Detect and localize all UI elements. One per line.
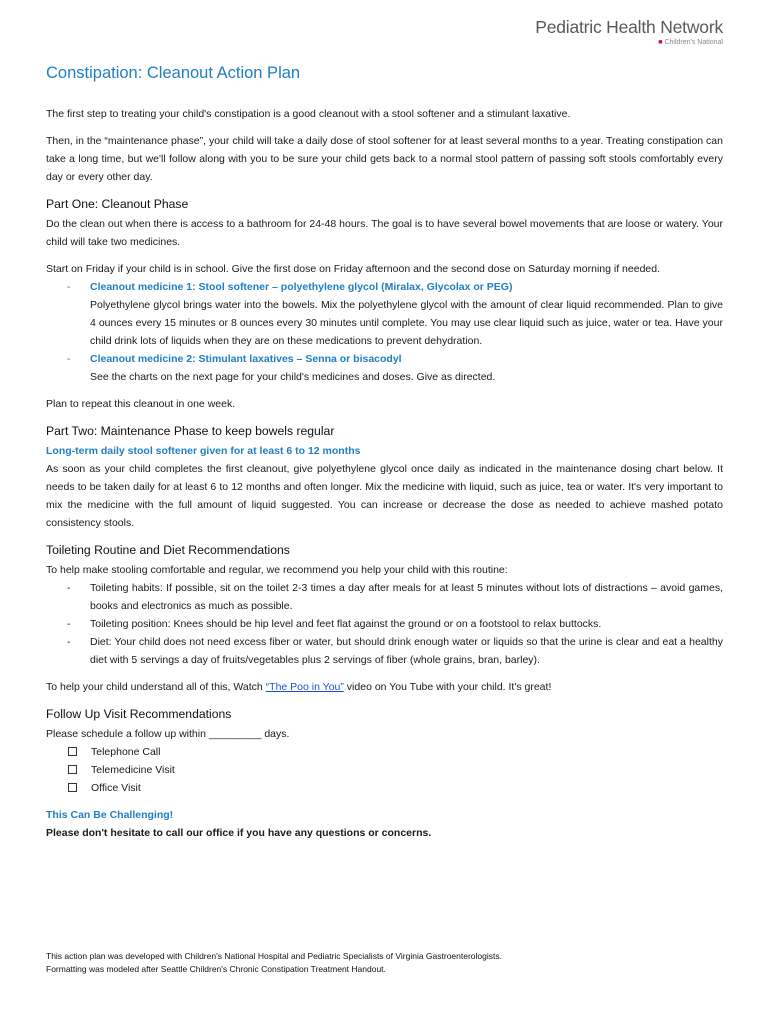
cleanout-medicine-2-description: See the charts on the next page for your child's medicines and doses. Give as directed. [90, 371, 496, 383]
cleanout-medicine-1-text [46, 296, 723, 350]
toileting-heading: Toileting Routine and Diet Recommendations [46, 543, 290, 557]
pediatric-health-network-logo [535, 17, 723, 46]
followup-schedule-text: Please schedule a follow up within _________ days. [46, 728, 290, 740]
cleanout-medicine-1-label: Cleanout medicine 1: Stool softener – polyethylene glycol (Miralax, Glycolax or PEG) [90, 281, 513, 293]
bullet-dash: - [67, 636, 71, 648]
challenge-text: This Can Be Challenging! [46, 809, 174, 821]
document-body [46, 64, 723, 842]
footer-line-2: Formatting was modeled after Seattle Children's Chronic Constipation Treatment Handout. [46, 964, 386, 974]
footer-notes [46, 950, 502, 976]
list-item [46, 615, 723, 633]
followup-option-telemedicine[interactable] [46, 761, 723, 779]
followup-option-office[interactable] [46, 779, 723, 797]
list-item [46, 633, 723, 669]
poo-in-you-video-link[interactable]: “The Poo in You” [265, 681, 344, 693]
part-two-paragraph: As soon as your child completes the first cleanout, give polyethylene glycol once daily as indicated in the maintenance dosing chart below. It needs to be taken daily for at least 6 to 12 months and often longer. Mix the medicine with liquid, such as juice, tea or water. It's very important to mix the medicine with the full amount of liquid suggested. You can increase or decrease the dose as needed to achieve mashed potato consistency stools. [46, 463, 723, 529]
followup-heading: Follow Up Visit Recommendations [46, 707, 232, 721]
call-office-text: Please don't hesitate to call our office if you have any questions or concerns. [46, 827, 432, 839]
followup-option-label: Office Visit [91, 782, 141, 794]
checkbox-icon[interactable] [68, 747, 77, 756]
cleanout-medicine-list [46, 278, 723, 386]
list-item [46, 579, 723, 615]
logo-sub-label: Children's National [664, 39, 723, 46]
part-one-start-paragraph: Start on Friday if your child is in school. Give the first dose on Friday afternoon and the second dose on Saturday morning if needed. [46, 263, 661, 275]
cleanout-medicine-1-description: Polyethylene glycol brings water into the bowels. Mix the polyethylene glycol with the amount of clear liquid recommended. Plan to give 4 ounces every 15 minutes or 8 ounces every 30 minutes until complete. You may use clear liquid such as juice, water or tea. Have your child drink lots of liquids when they are on these medications to prevent dehydration. [90, 299, 723, 347]
toileting-list [46, 579, 723, 669]
childrens-national-mark-icon: ■ [658, 39, 663, 46]
intro-paragraph-2: Then, in the “maintenance phase”, your child will take a daily dose of stool softener for at least several months to a year. Treating constipation can take a long time, but we'll follow along with you to be sure your child gets back to a normal stool pattern of passing soft stools comfortably every day or every other day. [46, 135, 723, 183]
bullet-dash: - [67, 281, 71, 293]
logo-main-text: Pediatric Health Network [535, 17, 723, 37]
cleanout-medicine-2 [46, 350, 723, 368]
watch-video-suffix: video on You Tube with your child. It's great! [343, 681, 552, 693]
footer-line-1: This action plan was developed with Children's National Hospital and Pediatric Specialists of Virginia Gastroenterologists. [46, 951, 502, 961]
toileting-position-text: Toileting position: Knees should be hip level and feet flat against the ground or on a footstool to relax buttocks. [90, 618, 602, 630]
watch-video-paragraph [46, 678, 723, 696]
part-one-paragraph: Do the clean out when there is access to a bathroom for 24-48 hours. The goal is to have several bowel movements that are loose or watery. Your child will take two medicines. [46, 218, 723, 248]
cleanout-medicine-2-label: Cleanout medicine 2: Stimulant laxatives – Senna or bisacodyl [90, 353, 402, 365]
part-one-heading: Part One: Cleanout Phase [46, 197, 189, 211]
toileting-habits-text: Toileting habits: If possible, sit on the toilet 2-3 times a day after meals for at least 5 minutes without lots of distractions – avoid games, books and electronics as much as possible. [90, 582, 723, 612]
followup-option-label: Telemedicine Visit [91, 764, 175, 776]
followup-option-label: Telephone Call [91, 746, 161, 758]
bullet-dash: - [67, 353, 71, 365]
bullet-dash: - [67, 618, 71, 630]
page-title: Constipation: Cleanout Action Plan [46, 64, 301, 82]
bullet-dash: - [67, 582, 71, 594]
intro-paragraph-1: The first step to treating your child's constipation is a good cleanout with a stool softener and a stimulant laxative. [46, 108, 571, 120]
watch-video-prefix: To help your child understand all of this, Watch [46, 681, 266, 693]
toileting-intro: To help make stooling comfortable and regular, we recommend you help your child with this routine: [46, 564, 508, 576]
checkbox-icon[interactable] [68, 783, 77, 792]
cleanout-medicine-1 [46, 278, 723, 296]
checkbox-icon[interactable] [68, 765, 77, 774]
diet-text: Diet: Your child does not need excess fiber or water, but should drink enough water or liquids so that the urine is clear and eat a healthy diet with 5 servings a day of fruits/vegetables plus 2 servings of fiber (whole grains, bran, barley). [90, 636, 723, 666]
part-two-heading: Part Two: Maintenance Phase to keep bowels regular [46, 424, 335, 438]
part-two-subheading: Long-term daily stool softener given for at least 6 to 12 months [46, 445, 361, 457]
logo-sub-text [535, 39, 723, 46]
followup-option-telephone[interactable] [46, 743, 723, 761]
followup-options [46, 743, 723, 797]
repeat-cleanout-paragraph: Plan to repeat this cleanout in one week. [46, 398, 236, 410]
cleanout-medicine-2-text [46, 368, 723, 386]
